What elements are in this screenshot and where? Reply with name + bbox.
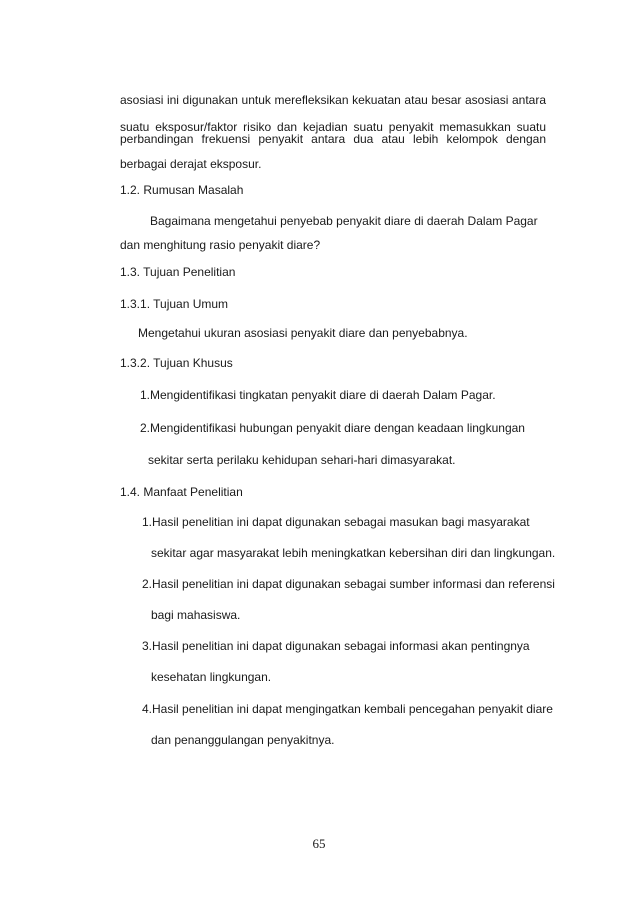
manfaat-item-4-line-2: dan penanggulangan penyakitnya. [151, 733, 335, 747]
manfaat-item-1-line-2: sekitar agar masyarakat lebih meningkatkan kebersihan diri dan lingkungan. [151, 546, 556, 560]
tujuan-khusus-item-2-line-1: 2.Mengidentifikasi hubungan penyakit diare dengan keadaan lingkungan [140, 421, 525, 435]
manfaat-item-4-line-1: 4.Hasil penelitian ini dapat mengingatkan kembali pencegahan penyakit diare [142, 702, 553, 716]
section-1-4-heading: 1.4. Manfaat Penelitian [120, 485, 243, 499]
section-1-3-1-text: Mengetahui ukuran asosiasi penyakit diare dan penyebabnya. [138, 326, 468, 340]
section-1-3-heading: 1.3. Tujuan Penelitian [120, 265, 236, 279]
page-number: 65 [312, 836, 326, 851]
intro-line-3: perbandingan frekuensi penyakit antara dua atau lebih kelompok dengan [120, 132, 546, 146]
intro-line-1: asosiasi ini digunakan untuk merefleksikan kekuatan atau besar asosiasi antara [120, 93, 546, 107]
tujuan-khusus-item-2-line-2: sekitar serta perilaku kehidupan sehari-hari dimasyarakat. [148, 453, 456, 467]
section-1-2-line-2: dan menghitung rasio penyakit diare? [120, 238, 321, 252]
manfaat-item-3-line-1: 3.Hasil penelitian ini dapat digunakan sebagai informasi akan pentingnya [142, 639, 530, 653]
manfaat-item-2-line-2: bagi mahasiswa. [151, 608, 241, 622]
intro-line-2: suatu eksposur/faktor risiko dan kejadian suatu penyakit memasukkan suatu [120, 120, 546, 134]
tujuan-khusus-item-1: 1.Mengidentifikasi tingkatan penyakit diare di daerah Dalam Pagar. [140, 388, 496, 402]
manfaat-item-1-line-1: 1.Hasil penelitian ini dapat digunakan sebagai masukan bagi masyarakat [142, 515, 530, 529]
intro-line-4: berbagai derajat eksposur. [120, 157, 262, 171]
manfaat-item-3-line-2: kesehatan lingkungan. [151, 670, 272, 684]
manfaat-item-2-line-1: 2.Hasil penelitian ini dapat digunakan sebagai sumber informasi dan referensi [142, 577, 555, 591]
section-1-2-line-1: Bagaimana mengetahui penyebab penyakit diare di daerah Dalam Pagar [150, 214, 538, 228]
section-1-3-1-heading: 1.3.1. Tujuan Umum [120, 297, 229, 311]
section-1-3-2-heading: 1.3.2. Tujuan Khusus [120, 356, 233, 370]
section-1-2-heading: 1.2. Rumusan Masalah [120, 183, 244, 197]
